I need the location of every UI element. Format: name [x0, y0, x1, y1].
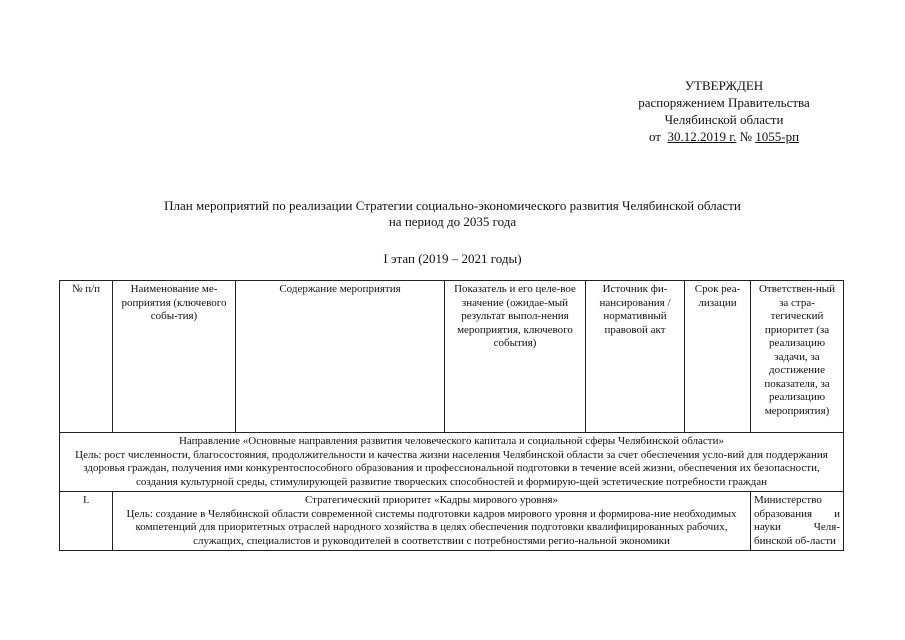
header-event-name: Наименование ме-роприятия (ключевого собы-тия): [113, 281, 236, 433]
direction-cell: [60, 433, 844, 492]
section-goal: Цель: создание в Челябинской области современной системы подготовки кадров мирового уровня и формирова-ние необходимых компетенций для приоритетных отраслей народного хозяйства в целях обеспечения подготовки квалифицированных рабочих, служащих, специалистов и руководителей в соответствии с потребностями регио-нальной экономики: [126, 507, 737, 547]
section-row: [60, 492, 844, 551]
document-title-line1: План мероприятий по реализации Стратегии социально-экономического развития Челябинской области: [164, 198, 741, 213]
section-number: I.: [60, 492, 113, 551]
approval-date-prefix: от: [648, 129, 661, 144]
approval-authority: распоряжением Правительства: [638, 95, 810, 110]
direction-row: [60, 433, 844, 492]
header-event-content: Содержание мероприятия: [236, 281, 445, 433]
section-title: Стратегический приоритет «Кадры мирового уровня»: [304, 494, 559, 506]
header-deadline: Срок реа-лизации: [685, 281, 751, 433]
document-title-line2: на период до 2035 года: [388, 214, 517, 229]
approval-number-prefix: №: [739, 129, 752, 144]
plan-table: [59, 280, 844, 551]
header-number: № п/п: [60, 281, 113, 433]
section-description: [113, 492, 751, 551]
direction-goal: Цель: рост численности, благосостояния, продолжительности и качества жизни населения Челябинской области за счет обеспечения усло-вий для поддержания здоровья граждан, получения ими конкурентоспособного образования и профессиональной подготовки в течение всей жизни, обеспечения их безопасности, создания культурной среды, стимулирующей развитие творческих способностей и формирую-щей эстетические потребности граждан: [75, 448, 828, 488]
approval-heading: УТВЕРЖДЕН: [684, 78, 764, 93]
approval-region: Челябинской области: [664, 112, 784, 127]
header-responsible: Ответствен-ный за стра-тегический приоритет (за реализацию задачи, за достижение показателя, за реализацию мероприятия): [751, 281, 844, 433]
section-responsible: Министерство образования и науки Челя-бинской об-ласти: [751, 492, 844, 551]
approval-date: 30.12.2019 г.: [667, 129, 737, 144]
approval-number: 1055-рп: [755, 129, 800, 144]
table-header-row: [60, 281, 844, 433]
document-title: [90, 198, 815, 230]
approval-date-line: [590, 128, 858, 145]
header-indicator: Показатель и его целе-вое значение (ожидае-мый результат выпол-нения мероприятия, ключевого события): [445, 281, 586, 433]
direction-title: Направление «Основные направления развития человеческого капитала и социальной сферы Челябинской области»: [178, 435, 724, 447]
header-funding-source: Источник фи-нансирования / нормативный правовой акт: [586, 281, 685, 433]
approval-stamp: [590, 77, 858, 145]
stage-heading: I этап (2019 – 2021 годы): [383, 251, 522, 266]
